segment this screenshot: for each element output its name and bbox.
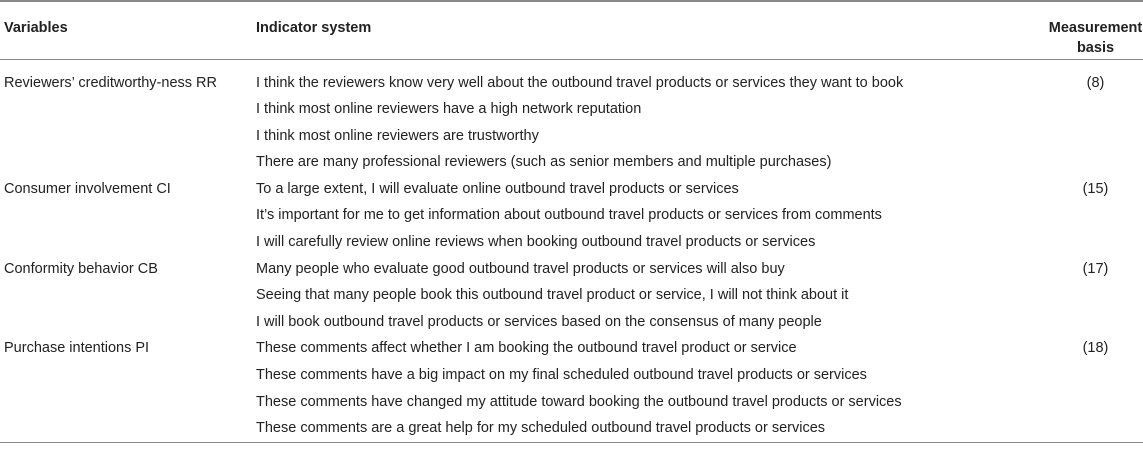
indicator-cell: There are many professional reviewers (such as senior members and multiple purchases) (256, 154, 832, 171)
header-measurement-line1: Measurement (1048, 20, 1143, 36)
table-header (0, 1, 1143, 59)
table-row (0, 202, 1143, 229)
indicator-cell: I think the reviewers know very well about the outbound travel products or services they want to book (256, 74, 904, 91)
table-row (0, 176, 1143, 203)
table-body (0, 59, 1143, 442)
table-row (0, 309, 1143, 336)
header-indicator-system: Indicator system (256, 1, 1028, 59)
table-row (0, 362, 1143, 389)
variable-cell: Conformity behavior CB (4, 260, 158, 277)
table-row (0, 282, 1143, 309)
basis-cell: (8) (1086, 74, 1105, 91)
indicator-cell: Seeing that many people book this outbound travel product or service, I will not think about it (256, 287, 849, 304)
indicator-cell: These comments have changed my attitude toward booking the outbound travel products or services (256, 393, 902, 410)
indicator-cell: These comments affect whether I am booking the outbound travel product or service (256, 340, 797, 357)
table-row (0, 335, 1143, 362)
indicator-cell: I will book outbound travel products or services based on the consensus of many people (256, 313, 822, 330)
table-row (0, 59, 1143, 96)
indicator-cell: These comments are a great help for my scheduled outbound travel products or services (256, 415, 1028, 442)
indicator-cell: It’s important for me to get information about outbound travel products or services from comments (256, 207, 882, 224)
variable-cell: Reviewers’ creditworthy-ness RR (4, 74, 217, 91)
header-measurement-line2: basis (1076, 40, 1115, 56)
variable-cell: Consumer involvement CI (4, 180, 171, 197)
header-measurement-basis (1028, 1, 1143, 59)
indicator-cell: Many people who evaluate good outbound travel products or services will also buy (256, 260, 785, 277)
table-row (0, 96, 1143, 123)
table-row (0, 389, 1143, 416)
table-row (0, 149, 1143, 176)
basis-cell: (15) (1082, 180, 1109, 197)
variable-cell: Purchase intentions PI (4, 340, 150, 357)
indicator-cell: I think most online reviewers have a high network reputation (256, 101, 642, 118)
header-variables: Variables (0, 1, 256, 59)
indicator-cell: To a large extent, I will evaluate online outbound travel products or services (256, 180, 739, 197)
indicator-cell: These comments have a big impact on my final scheduled outbound travel products or services (256, 367, 867, 384)
basis-cell: (17) (1082, 260, 1109, 277)
indicator-cell: I think most online reviewers are trustworthy (256, 127, 539, 144)
basis-cell: (18) (1082, 340, 1109, 357)
table-row (0, 123, 1143, 150)
table-row (0, 229, 1143, 256)
indicator-cell: I will carefully review online reviews when booking outbound travel products or services (256, 234, 816, 251)
table-row (0, 415, 1143, 442)
table-row (0, 256, 1143, 283)
